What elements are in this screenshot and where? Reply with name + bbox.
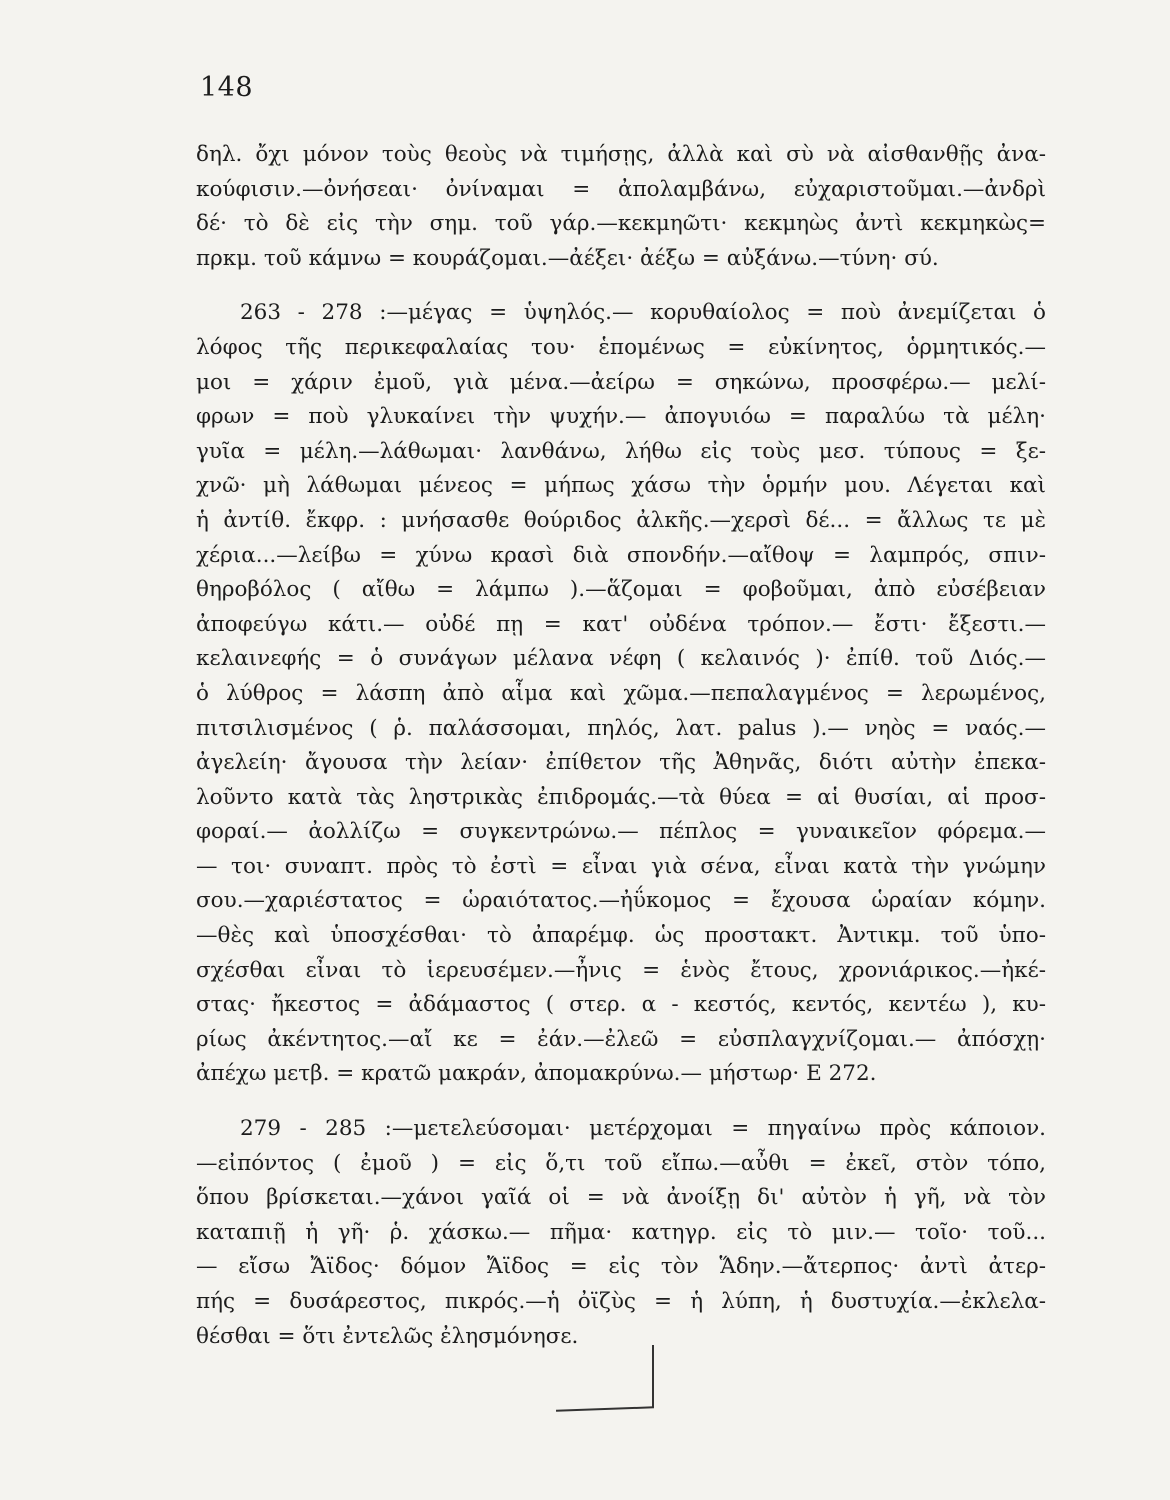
paragraph (196, 1112, 1046, 1354)
text-line: σου.—χαριέστατος = ὡραιότατος.—ἠΰκομος = ἔχουσα ὡραίαν κόμην. (196, 888, 1046, 914)
text-line: ρίως ἀκέντητος.—αἴ κε = ἐάν.—ἐλεῶ = εὐσπλαγχνίζομαι.— ἀπόσχῃ· (196, 1026, 1046, 1052)
text-line: ἀπέχω μετβ. = κρατῶ μακράν, ἀπομακρύνω.— μήστωρ· Ε 272. (196, 1061, 877, 1087)
text-line: χνῶ· μὴ λάθωμαι μένεος = μήπως χάσω τὴν ὁρμήν μου. Λέγεται καὶ (196, 473, 1046, 499)
text-line: — τοι· συναπτ. πρὸς τὸ ἐστὶ = εἶναι γιὰ σένα, εἶναι κατὰ τὴν γνώμην (196, 853, 1046, 879)
text-line: θηροβόλος ( αἴθω = λάμπω ).—ἅζομαι = φοβοῦμαι, ἀπὸ εὐσέβειαν (196, 577, 1046, 603)
text-line: πής = δυσάρεστος, πικρός.—ἡ ὀϊζὺς = ἡ λύπη, ἡ δυστυχία.—ἐκλελα- (196, 1289, 1046, 1314)
text-line: κούφισιν.—ὀνήσεαι· ὀνίναμαι = ἀπολαμβάνω, εὐχαριστοῦμαι.—ἀνδρὶ (196, 176, 1046, 202)
text-line: λόφος τῆς περικεφαλαίας του· ἑπομένως = εὐκίνητος, ὁρμητικός.— (196, 334, 1046, 360)
text-line: ὁ λύθρος = λάσπη ἀπὸ αἷμα καὶ χῶμα.—πεπαλαγμένος = λερωμένος, (196, 680, 1046, 706)
margin-mark-horizontal (556, 1406, 654, 1411)
text-line: σχέσθαι εἶναι τὸ ἱερευσέμεν.—ἦνις = ἑνὸς ἔτους, χρονιάρικος.—ἠκέ- (196, 957, 1046, 983)
text-line: πρκμ. τοῦ κάμνω = κουράζομαι.—ἀέξει· ἀέξω = αὐξάνω.—τύνη· σύ. (196, 245, 939, 271)
text-line: 263 - 278 :—μέγας = ὑψηλός.— κορυθαίολος = ποὺ ἀνεμίζεται ὁ (240, 300, 1046, 326)
text-line: λοῦντο κατὰ τὰς ληστρικὰς ἐπιδρομάς.—τὰ θύεα = αἱ θυσίαι, αἱ προσ- (196, 784, 1046, 810)
paragraph (196, 138, 1046, 276)
text-line: δέ· τὸ δὲ εἰς τὴν σημ. τοῦ γάρ.—κεκμηῶτι· κεκμηὼς ἀντὶ κεκμηκὼς= (196, 211, 1046, 237)
text-line: γυῖα = μέλη.—λάθωμαι· λανθάνω, λήθω εἰς τοὺς μεσ. τύπους = ξε- (196, 438, 1046, 464)
text-line: μοι = χάριν ἐμοῦ, γιὰ μένα.—ἀείρω = σηκώνω, προσφέρω.— μελί- (196, 369, 1046, 395)
text-line: θέσθαι = ὅτι ἐντελῶς ἐλησμόνησε. (196, 1323, 579, 1349)
text-line: στας· ἤκεστος = ἀδάμαστος ( στερ. α - κεστός, κεντός, κεντέω ), κυ- (196, 992, 1046, 1018)
text-line: ἡ ἀντίθ. ἔκφρ. : μνήσασθε θούριδος ἀλκῆς.—χερσὶ δέ... = ἄλλως τε μὲ (196, 507, 1046, 533)
text-line: ἀγελείη· ἄγουσα τὴν λείαν· ἐπίθετον τῆς Ἀθηνᾶς, διότι αὐτὴν ἐπεκα- (196, 750, 1046, 776)
text-line: —εἰπόντος ( ἐμοῦ ) = εἰς ὅ,τι τοῦ εἴπω.—αὖθι = ἐκεῖ, στὸν τόπο, (196, 1150, 1046, 1176)
text-line: χέρια...—λείβω = χύνω κρασὶ διὰ σπονδήν.—αἴθοψ = λαμπρός, σπιν- (196, 542, 1046, 568)
text-line: —θὲς καὶ ὑποσχέσθαι· τὸ ἀπαρέμφ. ὡς προστακτ. Ἀντικμ. τοῦ ὑπο- (196, 923, 1046, 949)
text-line: δηλ. ὄχι μόνον τοὺς θεοὺς νὰ τιμήσῃς, ἀλλὰ καὶ σὺ νὰ αἰσθανθῇς ἀνα- (196, 142, 1046, 167)
text-line: ὅπου βρίσκεται.—χάνοι γαῖά οἱ = νὰ ἀνοίξῃ δι' αὐτὸν ἡ γῆ, νὰ τὸν (196, 1185, 1046, 1211)
text-line: κελαινεφής = ὁ συνάγων μέλανα νέφη ( κελαινός )· ἐπίθ. τοῦ Διός.— (196, 646, 1046, 672)
text-line: καταπιῇ ἡ γῆ· ῥ. χάσκω.— πῆμα· κατηγρ. εἰς τὸ μιν.— τοῖο· τοῦ... (196, 1219, 1046, 1245)
margin-mark-vertical (652, 1345, 654, 1407)
text-line: ἀποφεύγω κάτι.— οὐδέ πῃ = κατ' οὐδένα τρόπον.— ἔστι· ἔξεστι.— (196, 611, 1046, 637)
page-number: 148 (200, 72, 254, 103)
text-line: — εἴσω Ἄϊδος· δόμον Ἄϊδος = εἰς τὸν Ἅδην.—ἄτερπος· ἀντὶ ἀτερ- (196, 1254, 1046, 1280)
paragraph (196, 296, 1046, 1092)
text-line: φρων = ποὺ γλυκαίνει τὴν ψυχήν.— ἀπογυιόω = παραλύω τὰ μέλη· (196, 404, 1046, 430)
text-line: φοραί.— ἀολλίζω = συγκεντρώνω.— πέπλος = γυναικεῖον φόρεμα.— (196, 819, 1046, 845)
text-line: 279 - 285 :—μετελεύσομαι· μετέρχομαι = πηγαίνω πρὸς κάποιον. (240, 1116, 1046, 1142)
text-line: πιτσιλισμένος ( ῥ. παλάσσομαι, πηλός, λατ. palus ).— νηὸς = ναός.— (196, 715, 1046, 741)
page-body (196, 138, 1046, 1354)
